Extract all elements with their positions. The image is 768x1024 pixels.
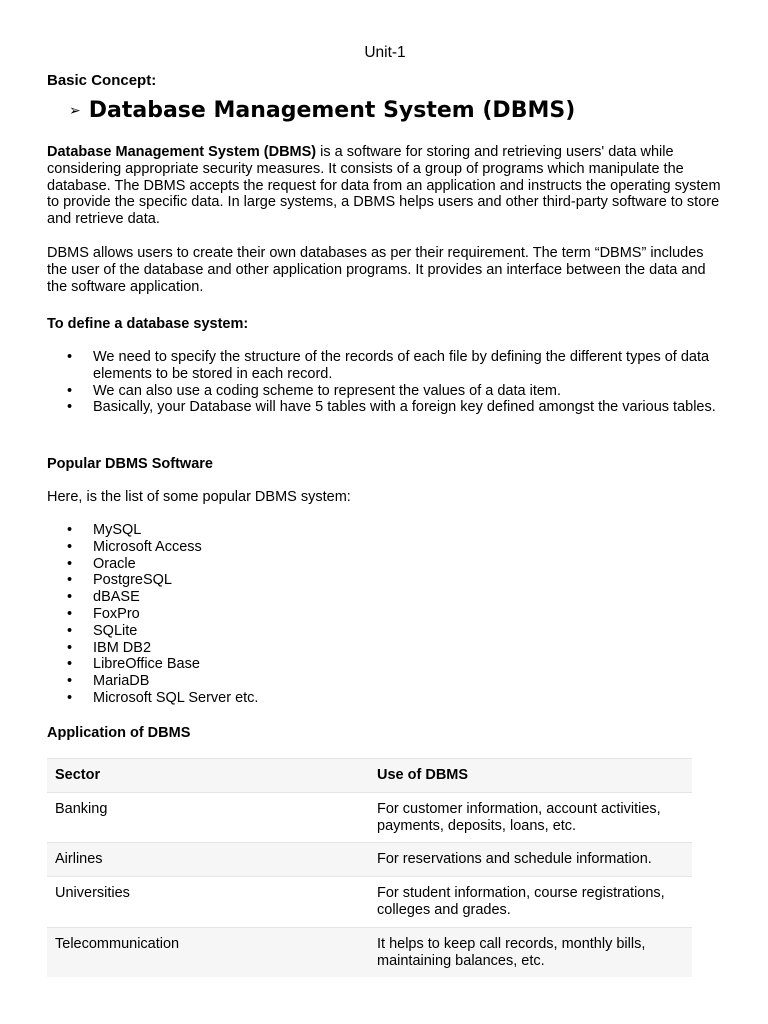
table-cell: Banking <box>55 800 108 817</box>
popular-list <box>47 522 723 707</box>
list-item: • We need to specify the structure of the records of each file by defining the different types of data elements to be stored in each record. <box>47 349 723 383</box>
intro-text: is a software for storing and retrieving users' data while considering appropriate security measures. It consists of a group of programs which manipulate the database. The DBMS accepts the request for data from an application and instructs the operating system to provide the specific data. In large systems, a DBMS helps users and other third-party software to store and retrieve data. <box>47 144 721 228</box>
basic-concept-heading: Basic Concept: <box>47 72 157 89</box>
list-item: • FoxPro <box>47 606 723 623</box>
table-row <box>47 927 692 977</box>
list-item: • SQLite <box>47 623 723 640</box>
list-item: • Basically, your Database will have 5 tables with a foreign key defined amongst the various tables. <box>47 399 723 416</box>
popular-heading: Popular DBMS Software <box>47 456 213 472</box>
list-item: • Oracle <box>47 556 723 573</box>
define-list <box>47 349 723 416</box>
list-item: • IBM DB2 <box>47 640 723 657</box>
column-header-use: Use of DBMS <box>377 767 469 783</box>
list-item: • Microsoft SQL Server etc. <box>47 690 723 707</box>
table-cell: For customer information, account activities, payments, deposits, loans, etc. <box>377 800 661 834</box>
list-item: • We can also use a coding scheme to represent the values of a data item. <box>47 383 723 400</box>
application-heading: Application of DBMS <box>47 725 191 741</box>
intro-paragraph <box>47 144 723 228</box>
application-table <box>47 758 692 977</box>
list-item: • MySQL <box>47 522 723 539</box>
list-item: • LibreOffice Base <box>47 656 723 673</box>
table-row <box>47 877 692 928</box>
define-heading: To define a database system: <box>47 316 249 332</box>
table-cell: For reservations and schedule information. <box>377 851 652 868</box>
table-cell: Telecommunication <box>55 935 180 952</box>
table-cell: Universities <box>55 885 130 902</box>
list-item: • PostgreSQL <box>47 572 723 589</box>
table-cell: For student information, course registrations, colleges and grades. <box>377 885 665 918</box>
table-cell: It helps to keep call records, monthly bills, maintaining balances, etc. <box>377 935 646 969</box>
popular-intro: Here, is the list of some popular DBMS system: <box>47 489 351 505</box>
intro-bold-term: Database Management System (DBMS) <box>47 144 317 160</box>
arrow-bullet-icon: ➢ <box>69 103 81 119</box>
table-header-row <box>47 759 692 793</box>
unit-label: Unit-1 <box>364 44 406 61</box>
table-cell: Airlines <box>55 851 103 868</box>
list-item: • dBASE <box>47 589 723 606</box>
table-row <box>47 843 692 877</box>
column-header-sector: Sector <box>55 767 101 783</box>
table-row <box>47 792 692 843</box>
dbms-paragraph: DBMS allows users to create their own databases as per their requirement. The term “DBMS” includes the user of the database and other application programs. It provides an interface between the data and the software application. <box>47 245 706 295</box>
list-item: • MariaDB <box>47 673 723 690</box>
main-title <box>69 96 575 126</box>
list-item: • Microsoft Access <box>47 539 723 556</box>
main-title-text: Database Management System (DBMS) <box>88 98 576 123</box>
